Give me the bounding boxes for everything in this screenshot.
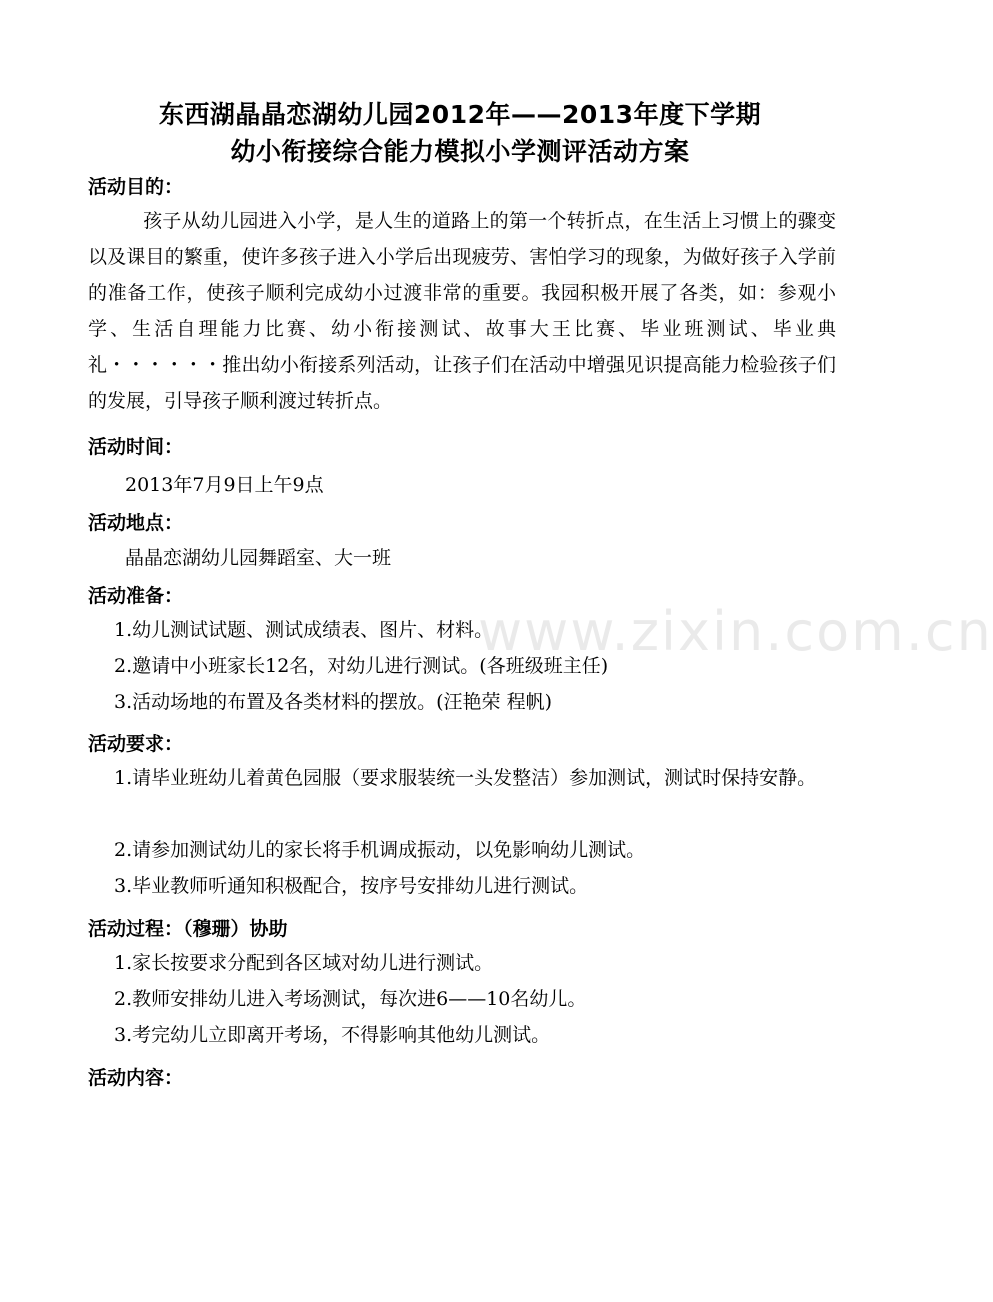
time-value: 2013年7月9日上午9点 (125, 474, 324, 496)
requirements-heading: 活动要求： (88, 733, 184, 755)
process-item-2: 2.教师安排幼儿进入考场测试，每次进6——10名幼儿。 (114, 988, 587, 1010)
location-heading: 活动地点： (88, 512, 184, 534)
process-heading: 活动过程：（穆珊）协助 (88, 918, 288, 940)
preparation-heading: 活动准备： (88, 585, 184, 607)
preparation-item-3: 3.活动场地的布置及各类材料的摆放。(汪艳荣 程帆) (114, 691, 552, 713)
purpose-paragraph: 孩子从幼儿园进入小学，是人生的道路上的第一个转折点，在生活上习惯上的骤变以及课目的繁重，使许多孩子进入小学后出现疲劳、害怕学习的现象，为做好孩子入学前的准备工作，使孩子顺利完成幼小过渡非常的重要。我园积极开展了各类，如：参观小学、生活自理能力比赛、幼小衔接测试、故事大王比赛、毕业班测试、毕业典礼・・・・・・推出幼小衔接系列活动，让孩子们在活动中增强见识提高能力检验孩子们的发展，引导孩子顺利渡过转折点。 (88, 210, 836, 412)
preparation-item-2: 2.邀请中小班家长12名，对幼儿进行测试。(各班级班主任) (114, 655, 609, 677)
requirements-item-1: 1.请毕业班幼儿着黄色园服（要求服装统一头发整洁）参加测试，测试时保持安静。 (114, 767, 817, 789)
document-title-line2: 幼小衔接综合能力模拟小学测评活动方案 (230, 137, 690, 166)
requirements-item-3: 3.毕业教师听通知积极配合，按序号安排幼儿进行测试。 (114, 875, 589, 897)
watermark-text: www.zixin.com.cn (478, 600, 993, 663)
requirements-item-2: 2.请参加测试幼儿的家长将手机调成振动，以免影响幼儿测试。 (114, 839, 646, 861)
location-value: 晶晶恋湖幼儿园舞蹈室、大一班 (125, 547, 392, 569)
time-heading: 活动时间： (88, 436, 184, 458)
process-item-3: 3.考完幼儿立即离开考场，不得影响其他幼儿测试。 (114, 1024, 551, 1046)
content-heading: 活动内容： (88, 1067, 184, 1089)
document-title-line1: 东西湖晶晶恋湖幼儿园2012年——2013年度下学期 (158, 100, 762, 129)
purpose-heading: 活动目的： (88, 176, 184, 198)
preparation-item-1: 1.幼儿测试试题、测试成绩表、图片、材料。 (114, 619, 494, 641)
process-item-1: 1.家长按要求分配到各区域对幼儿进行测试。 (114, 952, 494, 974)
